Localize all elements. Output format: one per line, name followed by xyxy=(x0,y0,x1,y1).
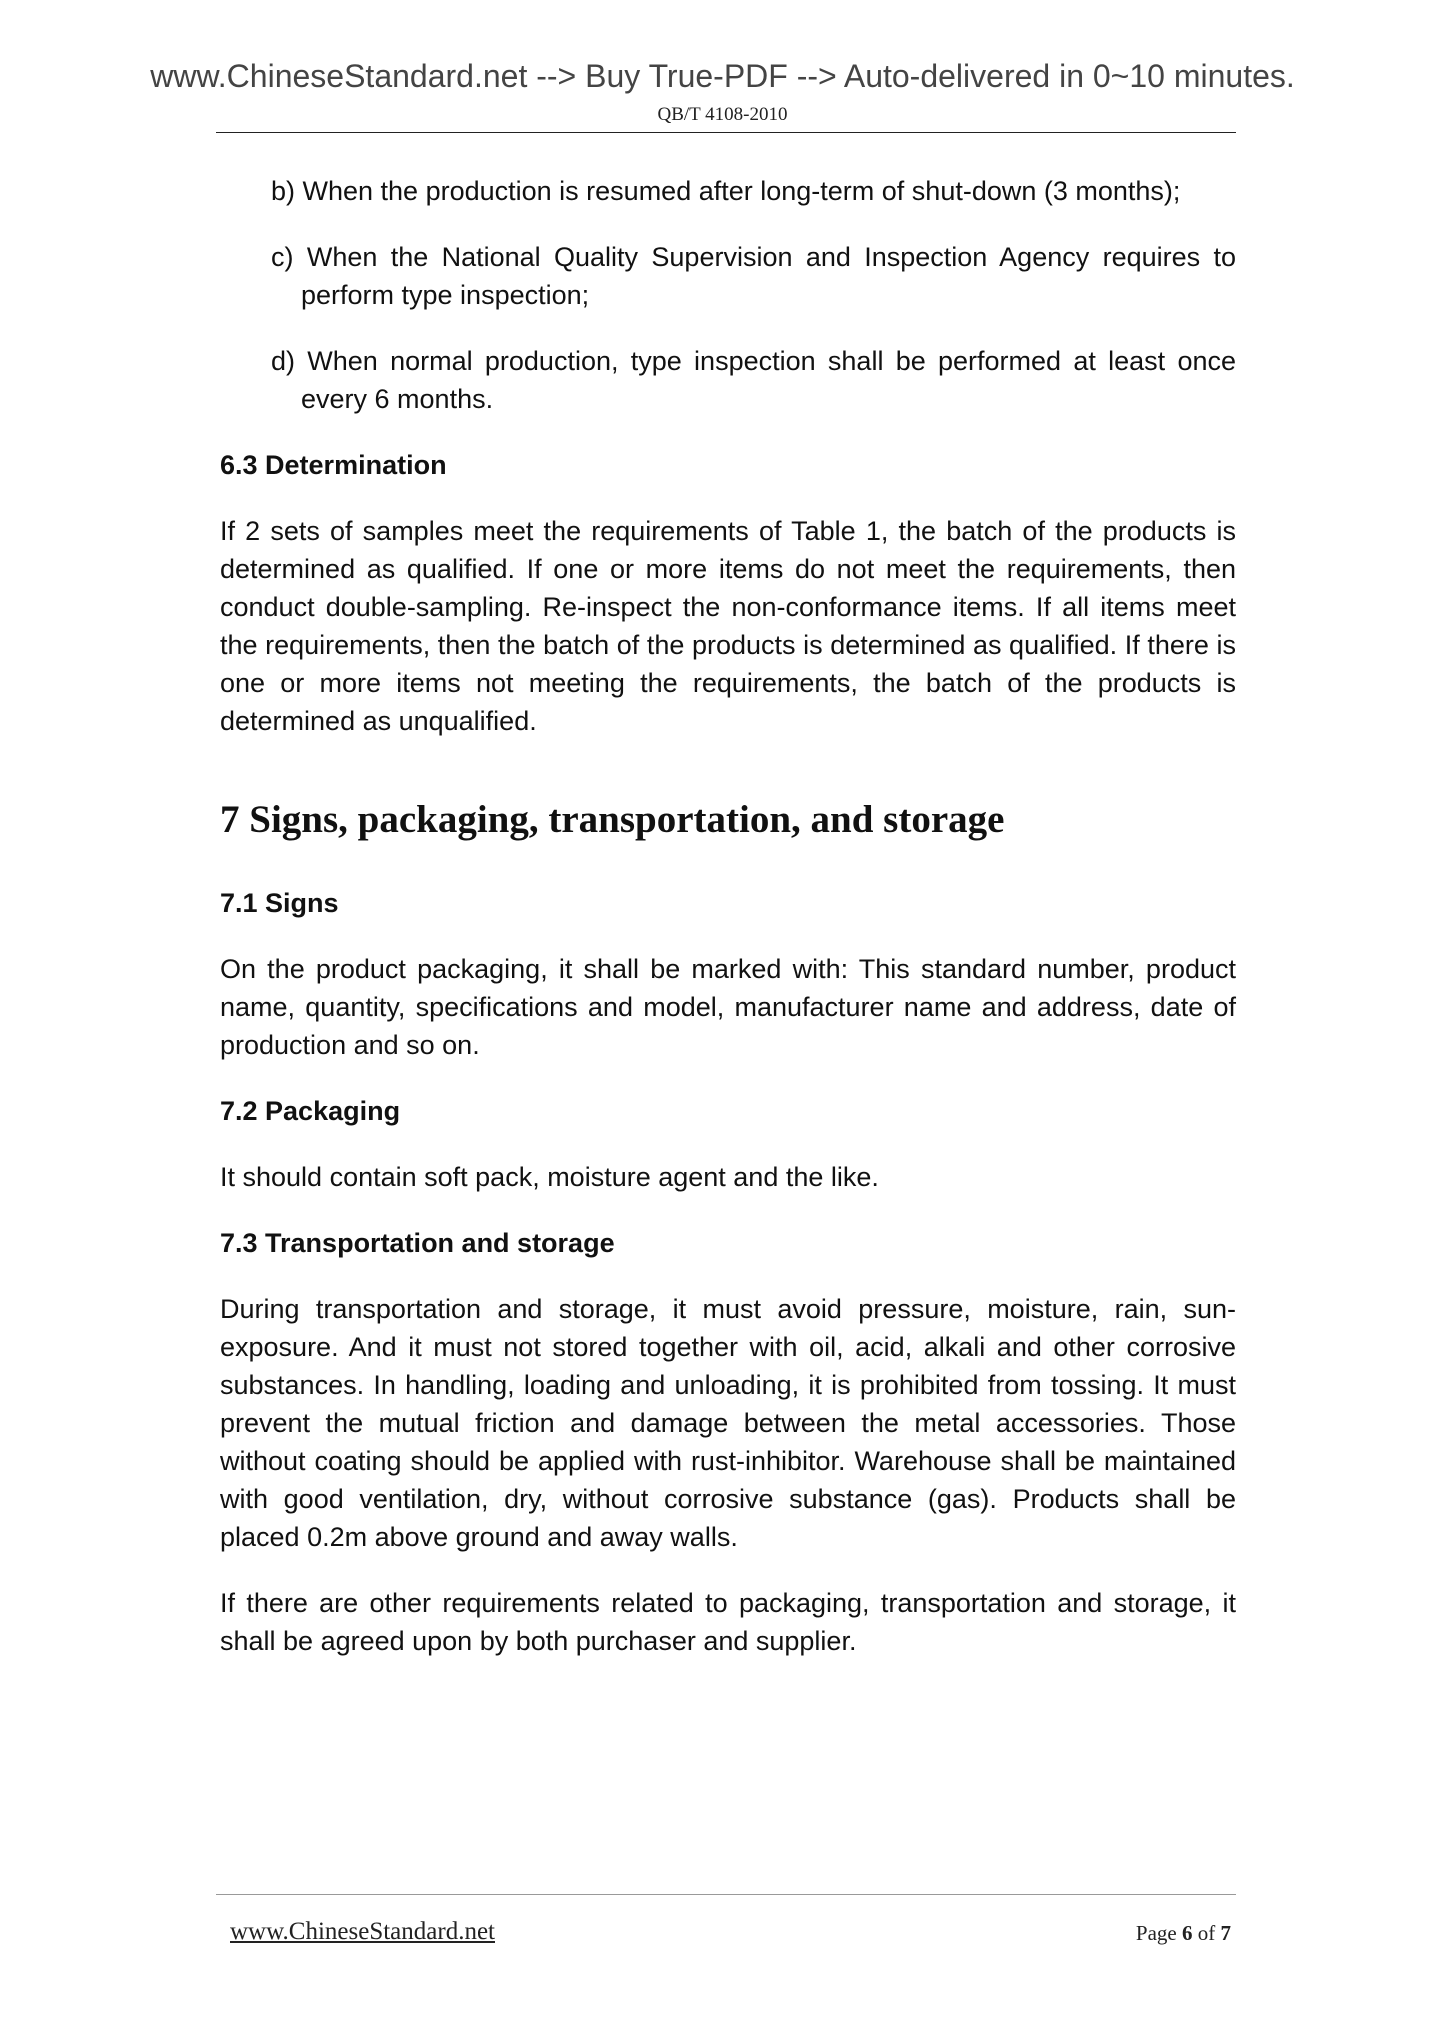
header-divider xyxy=(216,132,1236,133)
document-body xyxy=(220,172,1236,1688)
section-7-1-heading: 7.1 Signs xyxy=(220,888,339,918)
site-banner[interactable]: www.ChineseStandard.net --> Buy True-PDF --> Auto-delivered in 0~10 minutes. xyxy=(150,58,1295,94)
chapter-7-title: 7 Signs, packaging, transportation, and storage xyxy=(220,798,1005,841)
standard-code: QB/T 4108-2010 xyxy=(657,104,788,125)
section-6-3-text: If 2 sets of samples meet the requirements of Table 1, the batch of the products is determined as qualified. If one or more items do not meet the requirements, then conduct double-sampling. Re-inspect the non-conformance items. If all items meet the requirements, then the batch of the products is determined as qualified. If there is one or more items not meeting the requirements, the batch of the products is determined as unqualified. xyxy=(220,516,1236,736)
page-label: Page xyxy=(1135,1921,1177,1945)
list-item-d: d) When normal production, type inspection shall be performed at least once every 6 months. xyxy=(271,346,1236,414)
section-7-2-heading: 7.2 Packaging xyxy=(220,1096,401,1126)
section-7-1-text: On the product packaging, it shall be marked with: This standard number, product name, quantity, specifications and model, manufacturer name and address, date of production and so on. xyxy=(220,954,1236,1060)
footer-divider xyxy=(216,1894,1236,1895)
list-item-c: c) When the National Quality Supervision and Inspection Agency requires to perform type inspection; xyxy=(271,242,1236,310)
section-7-3-text-1: During transportation and storage, it must avoid pressure, moisture, rain, sun-exposure. And it must not stored together with oil, acid, alkali and other corrosive substances. In handling, loading and unloading, it is prohibited from tossing. It must prevent the mutual friction and damage between the metal accessories. Those without coating should be applied with rust-inhibitor. Warehouse shall be maintained with good ventilation, dry, without corrosive substance (gas). Products shall be placed 0.2m above ground and away walls. xyxy=(220,1294,1236,1552)
section-7-3-heading: 7.3 Transportation and storage xyxy=(220,1228,615,1258)
page-current: 6 xyxy=(1182,1921,1193,1945)
page-total: 7 xyxy=(1220,1921,1231,1945)
page-of-label: of xyxy=(1197,1921,1216,1945)
page-indicator xyxy=(1136,1921,1231,1946)
section-7-2-text: It should contain soft pack, moisture agent and the like. xyxy=(220,1162,879,1192)
section-6-3-heading: 6.3 Determination xyxy=(220,450,447,480)
list-item-b: b) When the production is resumed after long-term of shut-down (3 months); xyxy=(271,176,1181,206)
footer-site-link[interactable]: www.ChineseStandard.net xyxy=(230,1918,495,1945)
section-7-3-text-2: If there are other requirements related to packaging, transportation and storage, it shall be agreed upon by both purchaser and supplier. xyxy=(220,1588,1236,1656)
